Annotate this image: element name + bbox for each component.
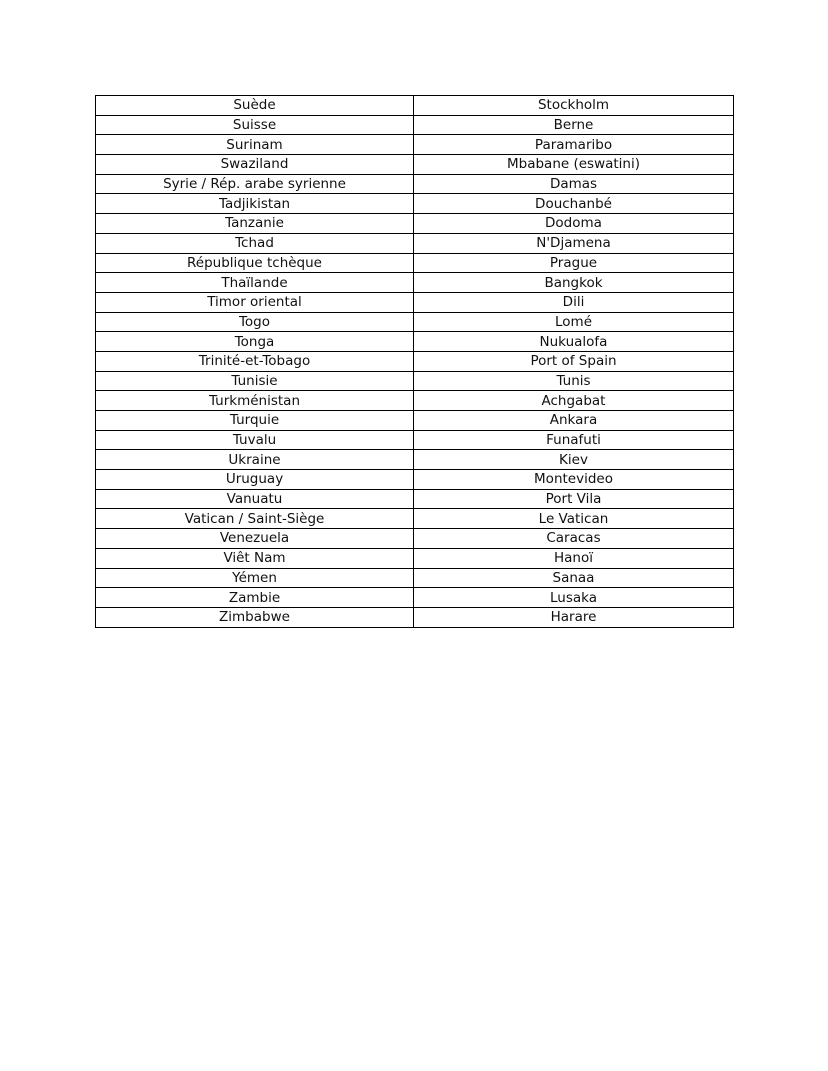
table-row (96, 529, 734, 549)
table-row (96, 115, 734, 135)
country-cell: Swaziland (96, 155, 414, 175)
country-cell: Suisse (96, 115, 414, 135)
capital-cell: Port of Spain (414, 351, 734, 371)
table-row (96, 450, 734, 470)
country-cell: Tunisie (96, 371, 414, 391)
table-row (96, 135, 734, 155)
country-cell: Turquie (96, 411, 414, 431)
capital-cell: Mbabane (eswatini) (414, 155, 734, 175)
capital-cell: Dili (414, 292, 734, 312)
capital-cell: Caracas (414, 529, 734, 549)
country-cell: Yémen (96, 568, 414, 588)
table-row (96, 253, 734, 273)
table-row (96, 411, 734, 431)
country-cell: Trinité-et-Tobago (96, 351, 414, 371)
capital-cell: Kiev (414, 450, 734, 470)
table-row (96, 430, 734, 450)
capital-cell: Harare (414, 607, 734, 627)
table-row (96, 568, 734, 588)
table-row (96, 489, 734, 509)
table-row (96, 273, 734, 293)
country-cell: Timor oriental (96, 292, 414, 312)
country-cell: Tanzanie (96, 214, 414, 234)
capital-cell: Montevideo (414, 470, 734, 490)
country-cell: Uruguay (96, 470, 414, 490)
table-row (96, 312, 734, 332)
country-cell: Viêt Nam (96, 548, 414, 568)
table-row (96, 96, 734, 116)
country-cell: Syrie / Rép. arabe syrienne (96, 174, 414, 194)
capital-cell: Douchanbé (414, 194, 734, 214)
table-row (96, 470, 734, 490)
table-row (96, 174, 734, 194)
country-cell: Vanuatu (96, 489, 414, 509)
country-cell: Vatican / Saint-Siège (96, 509, 414, 529)
country-cell: Tonga (96, 332, 414, 352)
country-cell: Thaïlande (96, 273, 414, 293)
capital-cell: N'Djamena (414, 233, 734, 253)
capital-cell: Lusaka (414, 588, 734, 608)
table-row (96, 391, 734, 411)
capital-cell: Paramaribo (414, 135, 734, 155)
country-cell: Surinam (96, 135, 414, 155)
capital-cell: Tunis (414, 371, 734, 391)
capital-cell: Damas (414, 174, 734, 194)
capital-cell: Port Vila (414, 489, 734, 509)
table-row (96, 233, 734, 253)
capital-cell: Sanaa (414, 568, 734, 588)
country-cell: Tadjikistan (96, 194, 414, 214)
country-cell: Tchad (96, 233, 414, 253)
capital-cell: Bangkok (414, 273, 734, 293)
table-row (96, 194, 734, 214)
capital-cell: Achgabat (414, 391, 734, 411)
capital-cell: Dodoma (414, 214, 734, 234)
table-row (96, 588, 734, 608)
table-row (96, 371, 734, 391)
table-row (96, 332, 734, 352)
country-cell: Ukraine (96, 450, 414, 470)
country-cell: Tuvalu (96, 430, 414, 450)
capital-cell: Lomé (414, 312, 734, 332)
country-cell: Turkménistan (96, 391, 414, 411)
table-row (96, 351, 734, 371)
country-cell: République tchèque (96, 253, 414, 273)
capital-cell: Prague (414, 253, 734, 273)
capital-cell: Le Vatican (414, 509, 734, 529)
countries-capitals-table (95, 95, 734, 628)
capital-cell: Funafuti (414, 430, 734, 450)
capital-cell: Hanoï (414, 548, 734, 568)
capital-cell: Nukualofa (414, 332, 734, 352)
country-cell: Zambie (96, 588, 414, 608)
capital-cell: Ankara (414, 411, 734, 431)
table-row (96, 607, 734, 627)
table-row (96, 548, 734, 568)
country-cell: Venezuela (96, 529, 414, 549)
table-row (96, 155, 734, 175)
country-cell: Zimbabwe (96, 607, 414, 627)
capital-cell: Stockholm (414, 96, 734, 116)
table-row (96, 292, 734, 312)
country-cell: Togo (96, 312, 414, 332)
capital-cell: Berne (414, 115, 734, 135)
table-body (96, 96, 734, 628)
country-cell: Suède (96, 96, 414, 116)
table-row (96, 214, 734, 234)
table-row (96, 509, 734, 529)
